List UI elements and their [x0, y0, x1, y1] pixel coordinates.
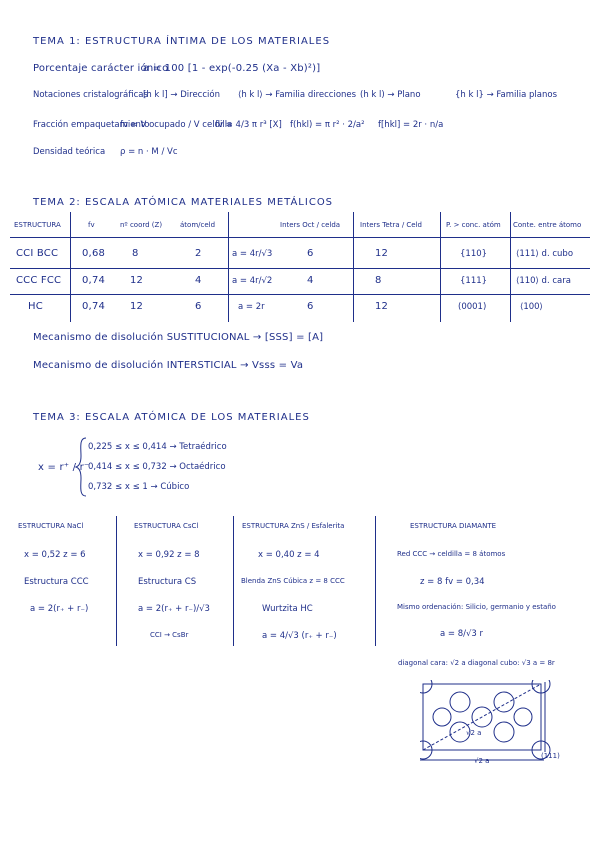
cell-tetra: 12: [375, 248, 389, 259]
cell-structure: HC: [28, 301, 43, 312]
cell-fv: 0,68: [82, 248, 106, 259]
table-divider: [228, 212, 229, 322]
zns-blende: Blenda ZnS Cúbica z = 8 CCC: [241, 577, 345, 585]
th-coord: nº coord (Z): [120, 221, 163, 229]
range-cubic: 0,732 ≤ x ≤ 1 → Cúbico: [88, 482, 190, 492]
cell-plane: (0001): [458, 302, 487, 312]
notation-family-directions: ⟨h k l⟩ → Familia direcciones: [238, 90, 357, 100]
table-divider: [353, 212, 354, 322]
nacl-parameter: a = 2(r₊ + r₋): [30, 604, 89, 614]
zns-parameter: a = 4/√3 (r₊ + r₋): [262, 631, 337, 641]
table-rule: [10, 268, 590, 269]
table-divider: [440, 212, 441, 322]
structure-table: [10, 212, 590, 322]
cell-dir: ⟨110⟩ d. cara: [516, 276, 571, 286]
cell-dir: ⟨100⟩: [520, 302, 543, 312]
tema3-title: TEMA 3: ESCALA ATÓMICA DE LOS MATERIALES: [33, 412, 310, 423]
column-divider: [375, 516, 376, 646]
diamond-elements: Mismo ordenación: Silicio, germanio y estaño: [397, 603, 556, 611]
density-label: Densidad teórica: [33, 147, 106, 157]
diamond-parameter: a = 8/√3 r: [440, 629, 484, 639]
brace-icon: [74, 436, 88, 498]
cell-dir: ⟨111⟩ d. cubo: [516, 249, 574, 259]
cscl-title: ESTRUCTURA CsCl: [134, 522, 199, 530]
nacl-title: ESTRUCTURA NaCl: [18, 522, 84, 530]
figure-label-plane: (111): [541, 752, 560, 760]
zns-title: ESTRUCTURA ZnS / Esfalerita: [242, 522, 345, 530]
mechanism-substitutional: Mecanismo de disolución SUSTITUCIONAL → [SSS] = [A]: [33, 332, 324, 343]
table-divider: [510, 212, 511, 322]
th-fv: fv: [88, 221, 95, 229]
notation-label: Notaciones cristalográficas: [33, 90, 148, 100]
cscl-parameter: a = 2(r₊ + r₋)/√3: [138, 604, 210, 614]
notation-plane: (h k l) → Plano: [360, 90, 421, 100]
packing-formula: fv = V ocupado / V celdilla: [120, 120, 233, 130]
notation-direction: [h k l] → Dirección: [143, 90, 220, 100]
cell-structure: CCC FCC: [16, 275, 62, 286]
packing-planar: f(hkl) = π r² · 2/a²: [290, 120, 365, 130]
diamond-title: ESTRUCTURA DIAMANTE: [410, 522, 497, 530]
cell-oct: 4: [307, 275, 314, 286]
cell-tetra: 12: [375, 301, 389, 312]
zns-wurtzite: Wurtzita HC: [262, 604, 313, 614]
cell-atoms: 6: [195, 301, 202, 312]
cell-relation: a = 4r/√3: [232, 249, 273, 259]
th-atoms: átom/celd: [180, 221, 216, 229]
th-plane: P. > conc. atóm: [446, 221, 501, 229]
table-rule: [10, 294, 590, 295]
cell-fv: 0,74: [82, 275, 106, 286]
nacl-ratio: x = 0,52 z = 6: [24, 550, 86, 560]
cell-coord: 12: [130, 301, 144, 312]
diamond-coord: z = 8 fv = 0,34: [420, 577, 485, 587]
table-divider: [70, 212, 71, 322]
table-rule: [10, 237, 590, 238]
cell-fv: 0,74: [82, 301, 106, 312]
column-divider: [116, 516, 117, 646]
tema1-title: TEMA 1: ESTRUCTURA ÍNTIMA DE LOS MATERIALES: [33, 36, 331, 47]
packing-linear: f[hkl] = 2r · n/a: [378, 120, 444, 130]
cell-structure: CCI BCC: [16, 248, 59, 259]
th-tetra: Inters Tetra / Celd: [360, 221, 422, 229]
ratio-formula: x = r⁺ / r⁻: [38, 462, 90, 473]
cscl-note: CCI → CsBr: [150, 631, 189, 639]
cell-atoms: 2: [195, 248, 202, 259]
cell-tetra: 8: [375, 275, 382, 286]
figure-label-base: √2 a: [474, 757, 490, 765]
packing-label: Fracción empaquetamiento: [33, 120, 150, 130]
diamond-lattice: Red CCC → celdilla = 8 átomos: [397, 550, 506, 558]
cell-plane: {110}: [460, 249, 488, 259]
figure-label-diagonal: √2 a: [466, 729, 482, 737]
packing-volume: fv = 4/3 π r³ [X]: [215, 120, 282, 130]
th-dir: Conte. entre átomo: [513, 221, 582, 229]
cell-relation: a = 4r/√2: [232, 276, 273, 286]
tema2-title: TEMA 2: ESCALA ATÓMICA MATERIALES METÁLICOS: [33, 197, 334, 208]
cell-coord: 12: [130, 275, 144, 286]
range-octahedral: 0,414 ≤ x ≤ 0,732 → Octaédrico: [88, 462, 226, 472]
th-oct: Inters Oct / celda: [280, 221, 341, 229]
cell-relation: a = 2r: [238, 302, 265, 312]
nacl-structure: Estructura CCC: [24, 577, 89, 587]
ionic-formula: a = 100 [1 - exp(-0.25 (Xa - Xb)²)]: [143, 63, 321, 74]
range-tetrahedral: 0,225 ≤ x ≤ 0,414 → Tetraédrico: [88, 442, 227, 452]
density-formula: ρ = n · M / Vc: [120, 147, 178, 157]
ionic-label: Porcentaje carácter iónico: [33, 63, 169, 74]
cscl-structure: Estructura CS: [138, 577, 197, 587]
th-estructura: ESTRUCTURA: [14, 221, 61, 229]
diagonal-note: diagonal cara: √2 a diagonal cubo: √3 a = 8r: [398, 659, 555, 667]
cell-coord: 8: [132, 248, 139, 259]
column-divider: [233, 516, 234, 646]
cell-oct: 6: [307, 301, 314, 312]
cscl-ratio: x = 0,92 z = 8: [138, 550, 200, 560]
zns-ratio: x = 0,40 z = 4: [258, 550, 320, 560]
cell-plane: {111}: [460, 276, 488, 286]
cell-oct: 6: [307, 248, 314, 259]
notation-family-planes: {h k l} → Familia planos: [455, 90, 557, 100]
cell-atoms: 4: [195, 275, 202, 286]
mechanism-interstitial: Mecanismo de disolución INTERSTICIAL → Vsss = Va: [33, 360, 304, 371]
